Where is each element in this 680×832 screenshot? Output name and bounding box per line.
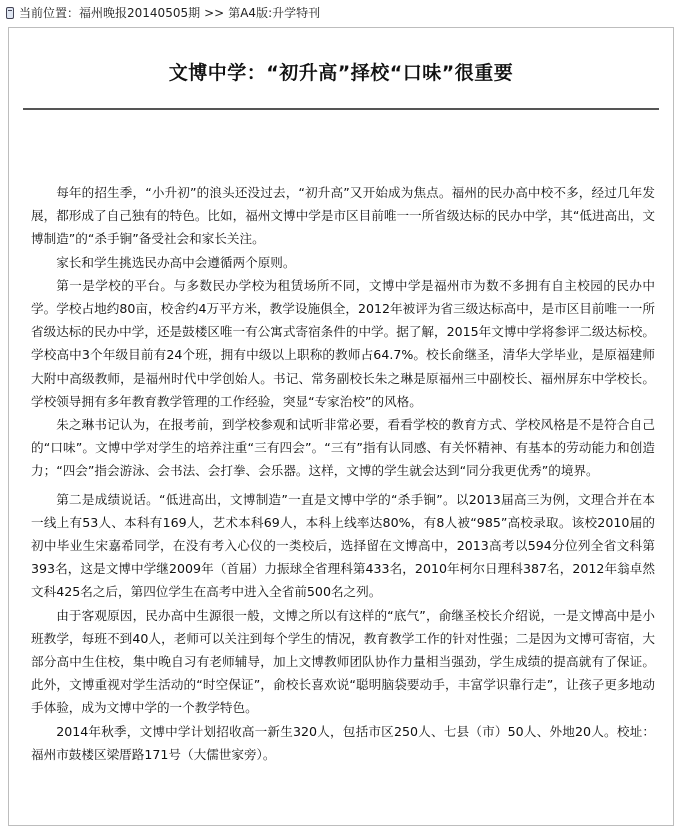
article-title: 文博中学：“初升高”择校“口味”很重要 [168, 62, 514, 84]
document-icon [6, 7, 14, 19]
title-divider [23, 108, 659, 110]
article-paragraph: 第二是成绩说话。“低进高出，文博制造”一直是文博中学的“杀手锏”。以2013届高三为例，文理合并在本一线上有53人、本科有169人，艺术本科69人，本科上线率达80%，有8人被“985”高校录取。该校2010届的初中毕业生宋嘉希同学，在没有考入心仪的一类校后，选择留在文博高中，2013高考以594分位列全省文科第393名，这是文博中学继2009年（首届）力振球全省理科第433名，2010年柯尔日理科387名，2012年翁卓然文科425名之后，第四位学生在高考中进入全省前500名之列。 [31, 491, 655, 600]
article-paragraph: 2014年秋季，文博中学计划招收高一新生320人，包括市区250人、七县（市）50人、外地20人。校址：福州市鼓楼区梁厝路171号（大儒世家旁）。 [31, 723, 655, 762]
article-paragraph: 第一是学校的平台。与多数民办学校为租赁场所不同，文博中学是福州市为数不多拥有自主校园的民办中学。学校占地约80亩，校舍约4万平方米，教学设施俱全，2012年被评为省三级达标高中，是市区目前唯一一所省级达标的民办中学，还是鼓楼区唯一有公寓式寄宿条件的中学。据了解，2015年文博中学将参评二级达标校。学校高中3个年级目前有24个班，拥有中级以上职称的教师占64.7%。校长俞继圣，清华大学毕业，是原福建师大附中高级教师，是福州时代中学创始人。书记、常务副校长朱之琳是原福州三中副校长、福州屏东中学校长。学校领导拥有多年教育教学管理的工作经验，突显“专家治校”的风格。 [31, 277, 655, 409]
breadcrumb-page-link[interactable]: 第A4版:升学特刊 [228, 6, 321, 20]
breadcrumb-separator: >> [204, 6, 225, 20]
breadcrumb [0, 0, 680, 26]
article-frame [8, 27, 674, 826]
article-paragraph: 由于客观原因，民办高中生源很一般，文博之所以有这样的“底气”，俞继圣校长介绍说，一是文博高中是小班教学，每班不到40人，老师可以关注到每个学生的情况，教育教学工作的针对性强；二是因为文博可寄宿，大部分高中生住校，集中晚自习有老师辅导，加上文博教师团队协作力量相当强劲，学生成绩的提高就有了保证。此外，文博重视对学生活动的“时空保证”，俞校长喜欢说“聪明脑袋要动手，丰富学识靠行走”，让孩子更多地动手体验，成为文博中学的一个教学特色。 [31, 607, 655, 716]
breadcrumb-prefix: 当前位置： [19, 6, 80, 20]
article-paragraph: 每年的招生季，“小升初”的浪头还没过去，“初升高”又开始成为焦点。福州的民办高中校不多，经过几年发展，都形成了自己独有的特色。比如，福州文博中学是市区目前唯一一所省级达标的民办中学，其“低进高出，文博制造”的“杀手锏”备受社会和家长关注。 [31, 185, 655, 247]
article-paragraph: 家长和学生挑选民办高中会遵循两个原则。 [56, 254, 296, 270]
article-paragraph: 朱之琳书记认为，在报考前，到学校参观和试听非常必要，看看学校的教育方式、学校风格是不是符合自己的“口味”。文博中学对学生的培养注重“三有四会”。“三有”指有认同感、有关怀精神、有基本的劳动能力和创造力；“四会”指会游泳、会书法、会打拳、会乐器。这样，文博的学生就会达到“同分我更优秀”的境界。 [31, 417, 655, 479]
article-body [31, 181, 655, 766]
breadcrumb-issue-link[interactable]: 福州晚报20140505期 [79, 6, 201, 20]
